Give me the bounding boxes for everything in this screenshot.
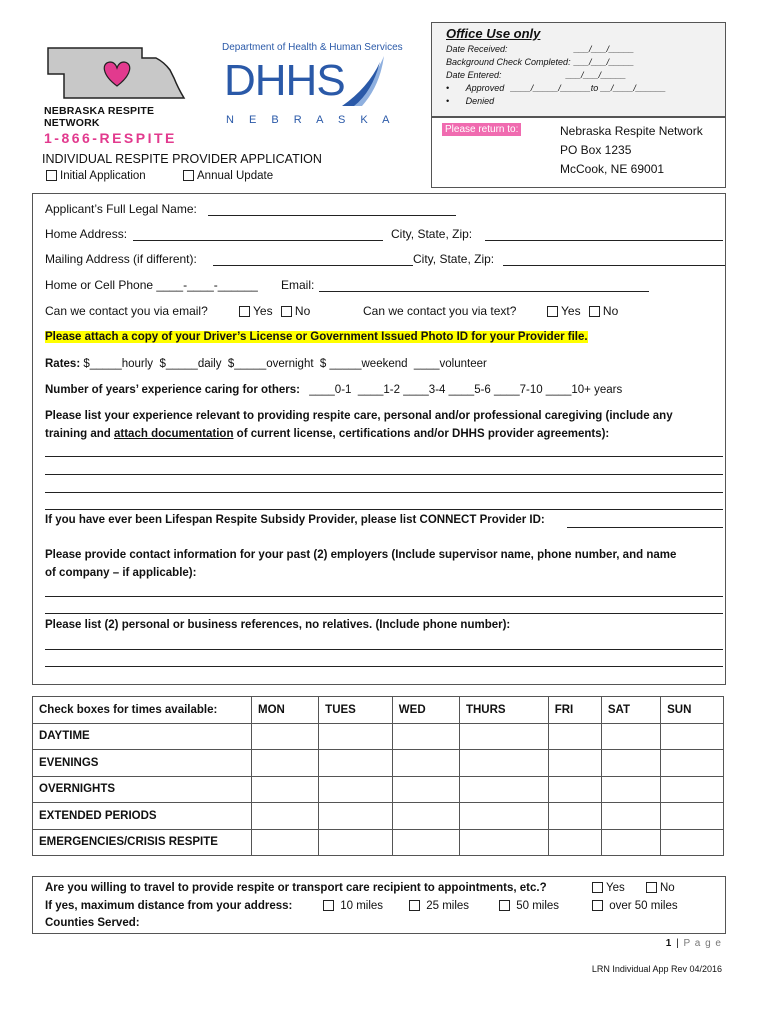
distance-50plus-checkbox[interactable] [592, 900, 603, 911]
legal-name-label: Applicant’s Full Legal Name: [45, 202, 197, 216]
email-field[interactable] [319, 291, 649, 292]
city-state-zip-field[interactable] [485, 240, 723, 241]
availability-cell[interactable] [319, 803, 393, 830]
availability-cell[interactable] [392, 803, 459, 830]
mailing-address-field[interactable] [213, 265, 413, 266]
experience-line-2[interactable] [45, 474, 723, 475]
phone-row [45, 278, 258, 292]
home-address-label: Home Address: [45, 227, 128, 241]
availability-cell[interactable] [252, 723, 319, 750]
nrn-phone: 1-866-RESPITE [44, 130, 177, 146]
experience-line-4[interactable] [45, 509, 723, 510]
day-header-wed: WED [392, 697, 459, 724]
distance-25-checkbox[interactable] [409, 900, 420, 911]
background-blank[interactable]: ___/___/_____ [574, 57, 635, 67]
distance-50-label: 50 miles [516, 900, 560, 912]
availability-cell[interactable] [548, 776, 601, 803]
availability-cell[interactable] [548, 803, 601, 830]
counties-label: Counties Served: [45, 917, 140, 929]
travel-no-label: No [659, 882, 675, 894]
availability-cell[interactable] [252, 829, 319, 856]
phone-field[interactable]: ____-____-______ [156, 278, 258, 292]
table-row [33, 723, 724, 750]
nebraska-state-icon [44, 44, 194, 102]
return-address [560, 122, 703, 179]
phone-label: Home or Cell Phone [45, 278, 154, 292]
dhhs-state: N E B R A S K A [226, 114, 396, 126]
page-number: 1 | P a g e [665, 938, 722, 949]
availability-cell[interactable] [392, 776, 459, 803]
bullet-icon: • [446, 96, 450, 106]
contact-email-no-checkbox[interactable] [281, 306, 292, 317]
date-entered-label: Date Entered: [446, 70, 502, 80]
table-row [33, 803, 724, 830]
approved-label: Approved [465, 83, 505, 93]
row-label-daytime: DAYTIME [33, 723, 252, 750]
background-row [446, 57, 635, 67]
applicant-info-box [32, 193, 726, 685]
row-label-evenings: EVENINGS [33, 750, 252, 777]
experience-list-text-end: of current license, certifications and/or DHHS provider agreements): [233, 428, 610, 440]
contact-text-yes-checkbox[interactable] [547, 306, 558, 317]
table-row [33, 776, 724, 803]
day-header-mon: MON [252, 697, 319, 724]
travel-no-checkbox[interactable] [646, 882, 657, 893]
connect-id-label: If you have ever been Lifespan Respite Subsidy Provider, please list CONNECT Provider ID: [45, 514, 545, 526]
no-label: No [602, 304, 619, 318]
office-title: Office Use only [446, 26, 541, 41]
availability-cell[interactable] [319, 723, 393, 750]
row-label-emergencies: EMERGENCIES/CRISIS RESPITE [33, 829, 252, 856]
references-line-b[interactable] [45, 666, 723, 667]
availability-cell[interactable] [661, 803, 724, 830]
travel-box [32, 876, 726, 934]
page-word: P a g e [683, 938, 722, 949]
dhhs-dept: Department of Health & Human Services [222, 42, 403, 53]
office-use-box [431, 22, 726, 118]
distance-50plus-option [592, 900, 678, 912]
availability-cell[interactable] [319, 776, 393, 803]
rates-label: Rates: [45, 358, 81, 370]
years-row [45, 384, 622, 396]
form-title: INDIVIDUAL RESPITE PROVIDER APPLICATION [42, 152, 322, 166]
row-label-extended: EXTENDED PERIODS [33, 803, 252, 830]
distance-25-label: 25 miles [426, 900, 470, 912]
day-header-sat: SAT [601, 697, 660, 724]
availability-cell[interactable] [548, 750, 601, 777]
return-address-box [431, 116, 726, 188]
return-line-1: Nebraska Respite Network [560, 124, 703, 138]
date-entered-blank[interactable]: ___/___/_____ [566, 70, 627, 80]
distance-50-option [499, 900, 559, 912]
page-num: 1 [665, 938, 672, 949]
annual-update-row [183, 170, 273, 182]
experience-line-3[interactable] [45, 492, 723, 493]
approved-blank[interactable]: ____/_____/______to __/____/______ [510, 83, 666, 93]
rates-fields[interactable]: $_____hourly $_____daily $_____overnight $ _____weekend ____volunteer [83, 358, 487, 370]
distance-label: If yes, maximum distance from your address: [45, 900, 293, 912]
row-label-overnights: OVERNIGHTS [33, 776, 252, 803]
rates-row [45, 358, 487, 370]
contact-email-label: Can we contact you via email? [45, 304, 208, 318]
travel-yes-label: Yes [606, 882, 625, 894]
distance-10-checkbox[interactable] [323, 900, 334, 911]
travel-question: Are you willing to travel to provide respite or transport care recipient to appointments, etc.? [45, 882, 547, 894]
availability-cell[interactable] [459, 750, 548, 777]
initial-application-checkbox[interactable] [46, 170, 57, 181]
availability-header: Check boxes for times available: [33, 697, 252, 724]
date-received-row [446, 44, 635, 54]
connect-id-field[interactable] [567, 527, 723, 528]
experience-list-text: training and [45, 428, 114, 440]
years-options[interactable]: ____0-1 ____1-2 ____3-4 ____5-6 ____7-10 ____10+ years [309, 384, 623, 396]
availability-cell[interactable] [252, 803, 319, 830]
experience-list-line-2 [45, 428, 609, 440]
day-header-tues: TUES [319, 697, 393, 724]
contact-email-options [239, 304, 310, 318]
availability-cell[interactable] [319, 750, 393, 777]
initial-application-label: Initial Application [60, 170, 146, 182]
availability-cell[interactable] [661, 750, 724, 777]
contact-email-yes-checkbox[interactable] [239, 306, 250, 317]
day-header-sun: SUN [661, 697, 724, 724]
distance-25-option [409, 900, 469, 912]
availability-cell[interactable] [252, 776, 319, 803]
application-type-row [46, 170, 146, 182]
travel-options [592, 882, 675, 894]
availability-cell[interactable] [459, 723, 548, 750]
dhhs-letters: DHHS [224, 56, 345, 105]
return-line-3: McCook, NE 69001 [560, 162, 665, 176]
nebraska-respite-network-logo [44, 44, 194, 146]
mailing-address-label: Mailing Address (if different): [45, 252, 197, 266]
distance-10-label: 10 miles [340, 900, 384, 912]
references-line-a[interactable] [45, 649, 723, 650]
distance-50plus-label: over 50 miles [609, 900, 678, 912]
revision-label: LRN Individual App Rev 04/2016 [591, 964, 722, 974]
no-label: No [294, 304, 311, 318]
background-label: Background Check Completed: [446, 57, 571, 67]
availability-cell[interactable] [601, 723, 660, 750]
legal-name-field[interactable] [208, 215, 456, 216]
attach-documentation-text: attach documentation [114, 428, 234, 440]
employers-line-b[interactable] [45, 613, 723, 614]
experience-list-line-1: Please list your experience relevant to providing respite care, personal and/or professional caregiving (include any [45, 410, 673, 422]
bullet-icon: • [446, 83, 450, 93]
annual-update-checkbox[interactable] [183, 170, 194, 181]
contact-text-label: Can we contact you via text? [363, 304, 517, 318]
table-row [33, 750, 724, 777]
travel-yes-checkbox[interactable] [592, 882, 603, 893]
references-label: Please list (2) personal or business references, no relatives. (Include phone number): [45, 619, 511, 631]
availability-cell[interactable] [392, 829, 459, 856]
date-received-blank[interactable]: ___/___/_____ [574, 44, 635, 54]
availability-cell[interactable] [459, 829, 548, 856]
return-label: Please return to: [442, 123, 521, 136]
availability-cell[interactable] [392, 750, 459, 777]
contact-text-no-checkbox[interactable] [589, 306, 600, 317]
availability-cell[interactable] [661, 723, 724, 750]
availability-cell[interactable] [459, 776, 548, 803]
yes-label: Yes [253, 304, 273, 318]
date-entered-row [446, 70, 627, 80]
availability-cell[interactable] [319, 829, 393, 856]
availability-cell[interactable] [661, 776, 724, 803]
table-row [33, 829, 724, 856]
distance-50-checkbox[interactable] [499, 900, 510, 911]
denied-row [446, 96, 494, 106]
availability-cell[interactable] [392, 723, 459, 750]
experience-line-1[interactable] [45, 456, 723, 457]
employers-line-1: Please provide contact information for your past (2) employers (Include supervisor name, phone number, and name [45, 549, 677, 561]
nrn-name: NEBRASKA RESPITE NETWORK [44, 105, 155, 129]
dhhs-logo [222, 42, 403, 132]
approved-row [446, 83, 666, 93]
availability-cell[interactable] [459, 803, 548, 830]
day-header-fri: FRI [548, 697, 601, 724]
contact-text-options [547, 304, 618, 318]
day-header-thurs: THURS [459, 697, 548, 724]
availability-cell[interactable] [548, 829, 601, 856]
city-state-zip-label: City, State, Zip: [391, 227, 473, 241]
availability-cell[interactable] [601, 776, 660, 803]
photo-id-notice: Please attach a copy of your Driver’s License or Government Issued Photo ID for your Provider file. [45, 331, 588, 343]
yes-label: Yes [561, 304, 581, 318]
email-label: Email: [281, 278, 315, 292]
years-label: Number of years’ experience caring for others: [45, 384, 301, 396]
home-address-field[interactable] [133, 240, 383, 241]
availability-cell[interactable] [601, 750, 660, 777]
availability-cell[interactable] [661, 829, 724, 856]
denied-label: Denied [465, 96, 495, 106]
employers-line-2: of company – if applicable): [45, 567, 197, 579]
employers-line-a[interactable] [45, 596, 723, 597]
return-line-2: PO Box 1235 [560, 143, 632, 157]
availability-cell[interactable] [601, 829, 660, 856]
annual-update-label: Annual Update [197, 170, 274, 182]
availability-cell[interactable] [252, 750, 319, 777]
availability-cell[interactable] [548, 723, 601, 750]
availability-cell[interactable] [601, 803, 660, 830]
date-received-label: Date Received: [446, 44, 508, 54]
table-row [33, 697, 724, 724]
mailing-city-state-zip-field[interactable] [503, 265, 725, 266]
distance-10-option [323, 900, 383, 912]
availability-table [32, 696, 724, 856]
mailing-city-state-zip-label: City, State, Zip: [413, 252, 495, 266]
